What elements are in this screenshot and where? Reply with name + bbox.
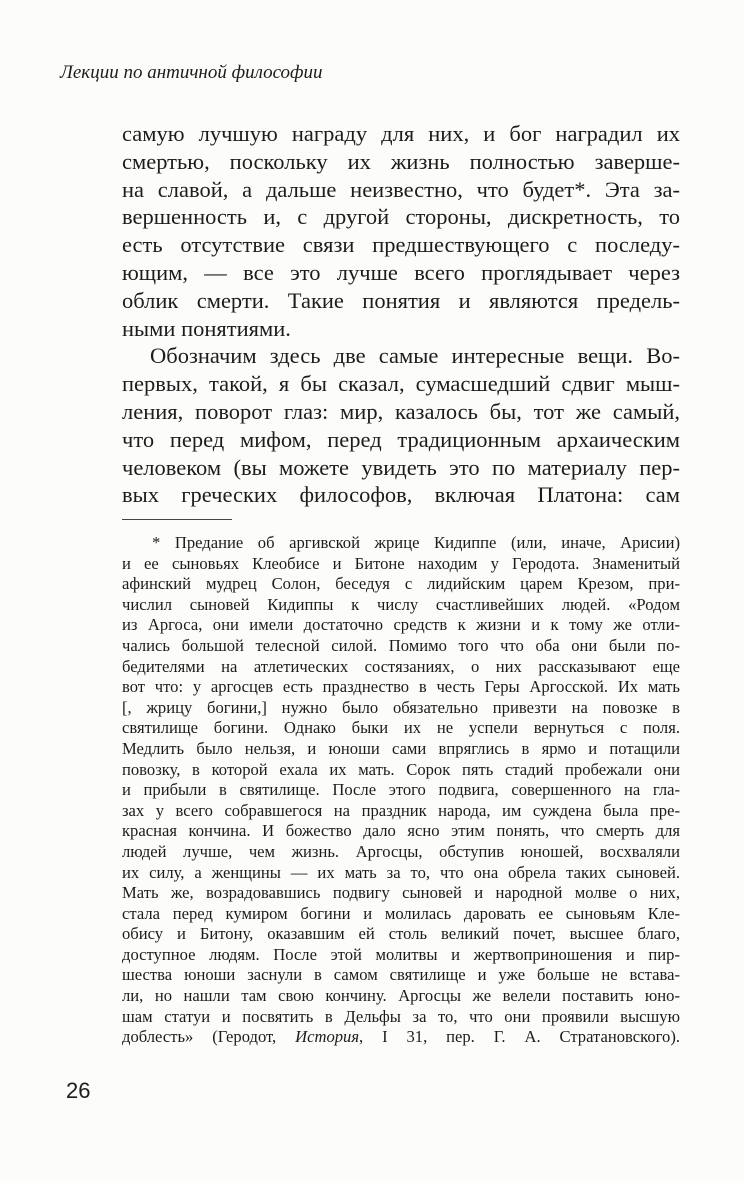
citation-text: доблесть» (Геродот,: [122, 1027, 296, 1047]
text-line: вых греческих философов, включая Платона: сам: [122, 482, 680, 508]
footnote-line: ли, но нашли там свою кончину. Аргосцы же велели поставить юно-: [122, 986, 680, 1006]
text-line: есть отсутствие связи предшествующего с последу-: [122, 232, 680, 258]
footnote-line: шам статуи и посвятить в Дельфы за то, что они проявили высшую: [122, 1006, 680, 1026]
text-line: самую лучшую награду для них, и бог наградил их: [122, 121, 680, 146]
text-line: Обозначим здесь две самые интересные вещи. Во-: [150, 343, 680, 369]
footnote-line: их силу, а женщины — их мать за то, что она обрела таких сыновей.: [122, 862, 680, 882]
book-title: История: [295, 1027, 360, 1047]
footnote-line: повозку, в которой ехала их мать. Сорок пять стадий пробежали они: [122, 759, 680, 779]
footnote-line: доступное людям. После этой молитвы и жертвоприношения и пир-: [122, 944, 680, 964]
footnote-line: Мать же, возрадовавшись подвигу сыновей и народной молве о них,: [122, 883, 680, 903]
footnote-line: и прибыли в святилище. После этого подвига, совершенного на гла-: [122, 780, 680, 800]
footnote-line: из Аргоса, они имели достаточно средств к жизни и к тому же отли-: [122, 615, 680, 635]
footnote-line: и ее сыновьях Клеобисе и Битоне находим у Геродота. Знаменитый: [122, 553, 680, 573]
text-line: на славой, а дальше неизвестно, что будет*. Эта за-: [122, 176, 680, 202]
footnote-line: красная кончина. И божество дало ясно этим понять, что смерть для: [122, 821, 680, 841]
text-line: что перед мифом, перед традиционным архаическим: [122, 426, 680, 452]
footnote-line: стала перед кумиром богини и молилась даровать ее сыновьям Кле-: [122, 903, 680, 923]
citation-text: , I 31, пер. Г. А. Стратановского).: [359, 1027, 681, 1047]
footnote-line: числил сыновей Кидиппы к числу счастливейших людей. «Родом: [122, 594, 680, 614]
footnote-line: шества юноши заснули в самом святилище и уже больше не встава-: [122, 965, 680, 985]
page-number: 26: [66, 1078, 91, 1103]
running-header: Лекции по античной философии: [60, 62, 323, 83]
main-text: [122, 120, 680, 509]
footnote-line: обису и Битону, оказавшим ей столь великий почет, высшее благо,: [122, 924, 680, 944]
text-line: человеком (вы можете увидеть это по материалу пер-: [122, 454, 680, 480]
footnote-line: зах у всего собравшегося на праздник народа, им суждена была пре-: [122, 800, 680, 820]
footnote-line: чались большой телесной силой. Помимо того что оба они были по-: [122, 635, 680, 655]
footnote-line: * Предание об аргивской жрице Кидиппе (или, иначе, Арисии): [152, 533, 680, 552]
footnote-line: афинский мудрец Солон, беседуя с лидийским царем Крезом, при-: [122, 574, 680, 594]
text-line: вершенность и, с другой стороны, дискретность, то: [122, 204, 680, 230]
footnote-line-citation: [122, 1027, 680, 1048]
footnote-line: [, жрицу богини,] нужно было обязательно привезти на повозке в: [122, 697, 680, 717]
text-line: первых, такой, я бы сказал, сумасшедший сдвиг мыш-: [122, 371, 680, 397]
footnote: [122, 533, 680, 1048]
text-line: смертью, поскольку их жизнь полностью заверше-: [122, 148, 680, 174]
footnote-line: людей лучше, чем жизнь. Аргосцы, обступив юношей, восхваляли: [122, 841, 680, 861]
text-line: ющим, — все это лучше всего проглядывает через: [122, 259, 680, 285]
text-line: ными понятиями.: [122, 315, 291, 341]
footnote-line: вот что: у аргосцев есть празднество в честь Геры Аргосской. Их мать: [122, 677, 680, 697]
footnote-line: святилище богини. Однако быки их не успели вернуться с поля.: [122, 718, 680, 738]
text-line: облик смерти. Такие понятия и являются предель-: [122, 287, 680, 313]
footnote-line: бедителями на атлетических состязаниях, о них рассказывают еще: [122, 656, 680, 676]
footnote-line: Медлить было нельзя, и юноши сами впряглись в ярмо и потащили: [122, 738, 680, 758]
footnote-divider: [122, 519, 232, 520]
text-line: ления, поворот глаз: мир, казалось бы, тот же самый,: [122, 398, 680, 424]
